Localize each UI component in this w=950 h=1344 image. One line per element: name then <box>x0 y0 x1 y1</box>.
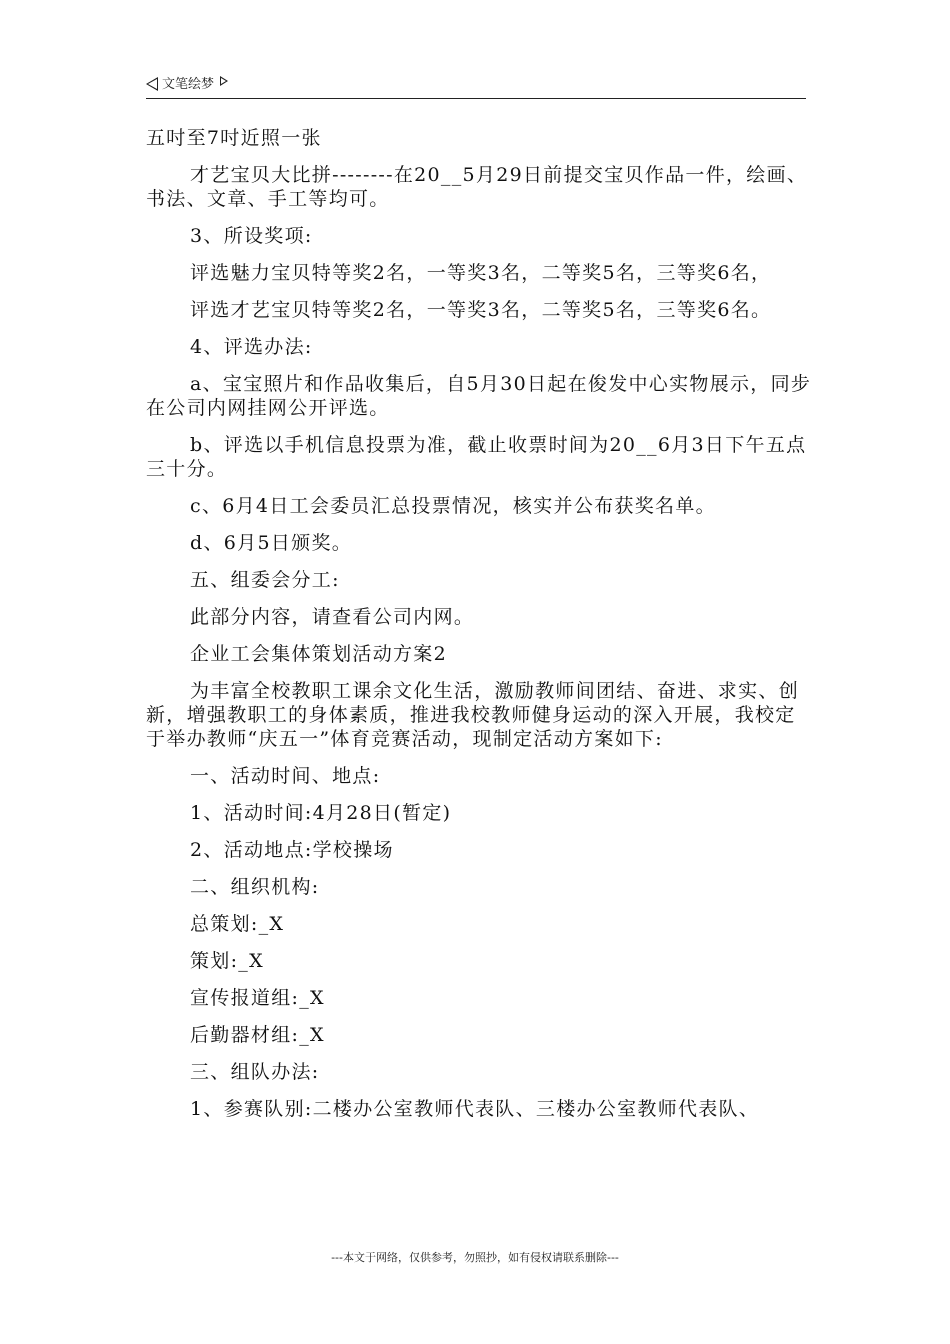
paragraph: 2、活动地点:学校操场 <box>190 839 394 861</box>
paragraph: 1、活动时间:4月28日(暂定) <box>190 802 452 824</box>
paragraph: d、6月5日颁奖。 <box>190 532 353 554</box>
paragraph: 策划:_X <box>190 950 264 972</box>
paragraph: 评选才艺宝贝特等奖2名，一等奖3名，二等奖5名，三等奖6名。 <box>190 299 772 321</box>
paragraph: 三、组队办法: <box>190 1061 320 1083</box>
brand-name: 文笔绘梦 <box>162 77 215 92</box>
paragraph: 为丰富全校教职工课余文化生活，激励教师间团结、奋进、求实、创新，增强教职工的身体素质，推进我校教师健身运动的深入开展，我校定于举办教师“庆五一”体育竞赛活动，现制定活动方案如下: <box>146 680 800 750</box>
paragraph: 一、活动时间、地点: <box>190 765 381 787</box>
header-brand <box>146 73 228 92</box>
paragraph: 五、组委会分工: <box>190 569 340 591</box>
paragraph: 3、所设奖项: <box>190 225 313 247</box>
paragraph: c、6月4日工会委员汇总投票情况，核实并公布获奖名单。 <box>190 495 716 517</box>
triangle-left-icon <box>146 77 158 91</box>
paragraph: 此部分内容，请查看公司内网。 <box>190 606 475 628</box>
paragraph: a、宝宝照片和作品收集后，自5月30日起在俊发中心实物展示，同步在公司内网挂网公开评选。 <box>146 373 812 419</box>
paragraph: 二、组织机构: <box>190 876 320 898</box>
paragraph: 4、评选办法: <box>190 336 313 358</box>
paragraph: b、评选以手机信息投票为准，截止收票时间为20__6月3日下午五点三十分。 <box>146 434 807 480</box>
paragraph: 宣传报道组:_X <box>190 987 325 1009</box>
paragraph: 1、参赛队别:二楼办公室教师代表队、三楼办公室教师代表队、 <box>190 1098 760 1120</box>
paragraph: 五吋至7吋近照一张 <box>146 127 322 149</box>
page-header <box>146 70 806 99</box>
triangle-right-icon <box>220 76 228 86</box>
paragraph: 才艺宝贝大比拼--------在20__5月29日前提交宝贝作品一件，绘画、书法、文章、手工等均可。 <box>146 164 808 210</box>
page-footer: ---本文于网络，仅供参考，勿照抄，如有侵权请联系删除--- <box>331 1251 619 1264</box>
paragraph: 评选魅力宝贝特等奖2名，一等奖3名，二等奖5名，三等奖6名， <box>190 262 772 284</box>
paragraph: 企业工会集体策划活动方案2 <box>190 643 447 665</box>
paragraph: 总策划:_X <box>190 913 285 935</box>
paragraph: 后勤器材组:_X <box>190 1024 325 1046</box>
document-body <box>146 126 814 1134</box>
